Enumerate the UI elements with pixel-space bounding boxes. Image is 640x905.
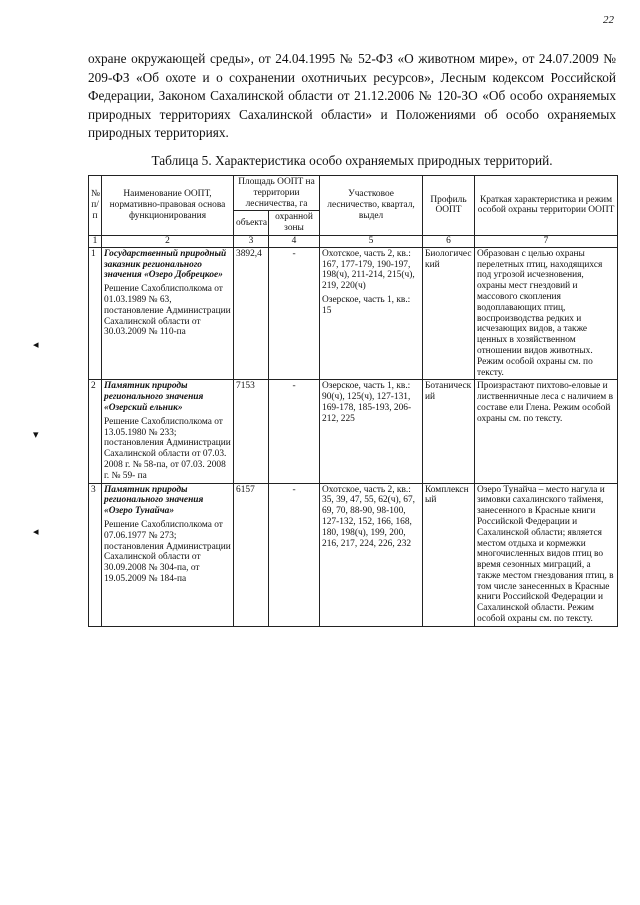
area-name: Государственный природный заказник регионального значения «Озеро Добрецкое» (104, 248, 227, 281)
row-num: 1 (89, 247, 102, 380)
area-zone: - (269, 380, 320, 483)
col-number: 3 (234, 235, 269, 247)
description: Образован с целью охраны перелетных птиц, находящихся под угрозой исчезновения, охраны мест гнездовий и массового скопления водоплавающих птиц, воспроизводства редких и исчезающих видов, а также ценных в хозяйственном отношении видов животных. Режим особой охраны см. по тексту. (475, 247, 618, 380)
page-number: 22 (603, 14, 614, 26)
description: Произрастают пихтово-еловые и лиственничные леса с наличием в составе ели Глена. Режим особой охраны см. по тексту. (475, 380, 618, 483)
header-location: Участковое лесничество, квартал, выдел (320, 176, 423, 236)
header-area-zone: охранной зоны (269, 211, 320, 236)
header-num: № п/п (89, 176, 102, 236)
protected-areas-table (88, 175, 618, 627)
location-cell (320, 247, 423, 380)
column-number-row (89, 235, 618, 247)
col-number: 5 (320, 235, 423, 247)
intro-paragraph: охране окружающей среды», от 24.04.1995 № 52-ФЗ «О животном мире», от 24.07.2009 № 209-ФЗ «Об охоте и о сохранении охотничьих ресурсов», Лесным кодексом Российской Федерации, Законом Сахалинской области от 21.12.2006 № 120-ЗО «Об особо охраняемых природных территориях Сахалинской области» и Положениями об особо охраняемых природных территориях. (88, 51, 616, 140)
location-extra: Озерское, часть 1, кв.: 15 (322, 294, 411, 316)
col-number: 6 (423, 235, 475, 247)
area-name: Памятник природы регионального значения «Озерский ельник» (104, 381, 204, 413)
margin-punch-mark: ▾ (33, 429, 39, 441)
description: Озеро Тунайча – место нагула и зимовки сахалинского тайменя, занесенного в Красные книги Российской Федерации и Сахалинской области; является местом отдыха и кормежки многочисленных видов птиц во время сезонных миграций, а также местом гнездования птиц, в том числе занесенных в Красные книги Российской Федерации и Сахалинской области. Режим особой охраны см. по тексту. (475, 483, 618, 626)
profile: Биологический (423, 247, 475, 380)
table-row (89, 483, 618, 626)
legal-basis: Решение Сахоблисполкома от 13.05.1980 № 233; постановления Администрации Сахалинской области от 07.03. 2008 г. № 58-па, от 07.03. 2008 г. № 59- па (104, 416, 231, 481)
legal-basis: Решение Сахоблисполкома от 01.03.1989 № 63, постановление Администрации Сахалинской области от 30.03.2009 № 110-па (104, 284, 231, 338)
row-name-cell (102, 483, 234, 626)
area-zone: - (269, 247, 320, 380)
location: Озерское, часть 1, кв.: 90(ч), 125(ч), 127-131, 169-178, 185-193, 206-212, 225 (320, 380, 423, 483)
header-description: Краткая характеристика и режим особой охраны территории ООПТ (475, 176, 618, 236)
margin-punch-mark: ◂ (33, 526, 39, 538)
legal-basis: Решение Сахоблисполкома от 07.06.1977 № 273; постановления Администрации Сахалинской области от 30.09.2008 № 304-па, от 19.05.2009 № 184-па (104, 519, 231, 584)
location: Охотское, часть 2, кв.: 167, 177-179, 190-197, 198(ч), 211-214, 215(ч), 219, 220(ч) (322, 248, 415, 292)
location: Охотское, часть 2, кв.: 35, 39, 47, 55, 62(ч), 67, 69, 70, 88-90, 98-100, 127-132, 152, 166, 168, 180, 198(ч), 199, 200, 216, 217, 224, 226, 232 (320, 483, 423, 626)
area-object: 3892,4 (234, 247, 269, 380)
area-object: 6157 (234, 483, 269, 626)
profile: Комплексный (423, 483, 475, 626)
table-caption: Таблица 5. Характеристика особо охраняемых природных территорий. (151, 153, 553, 168)
table-row (89, 380, 618, 483)
col-number: 7 (475, 235, 618, 247)
col-number: 2 (102, 235, 234, 247)
header-row (89, 176, 618, 211)
row-name-cell (102, 247, 234, 380)
col-number: 1 (89, 235, 102, 247)
area-zone: - (269, 483, 320, 626)
margin-punch-mark: ◂ (33, 339, 39, 351)
col-number: 4 (269, 235, 320, 247)
area-name: Памятник природы регионального значения «Озеро Тунайча» (104, 484, 204, 517)
row-num: 2 (89, 380, 102, 483)
area-object: 7153 (234, 380, 269, 483)
header-profile: Профиль ООПТ (423, 176, 475, 236)
row-num: 3 (89, 483, 102, 626)
header-area-object: объекта (234, 211, 269, 236)
profile: Ботанический (423, 380, 475, 483)
header-area: Площадь ООПТ на территории лесничества, га (234, 176, 320, 211)
header-name: Наименование ООПТ, нормативно-правовая основа функционирования (102, 176, 234, 236)
row-name-cell (102, 380, 234, 483)
table-row (89, 247, 618, 380)
